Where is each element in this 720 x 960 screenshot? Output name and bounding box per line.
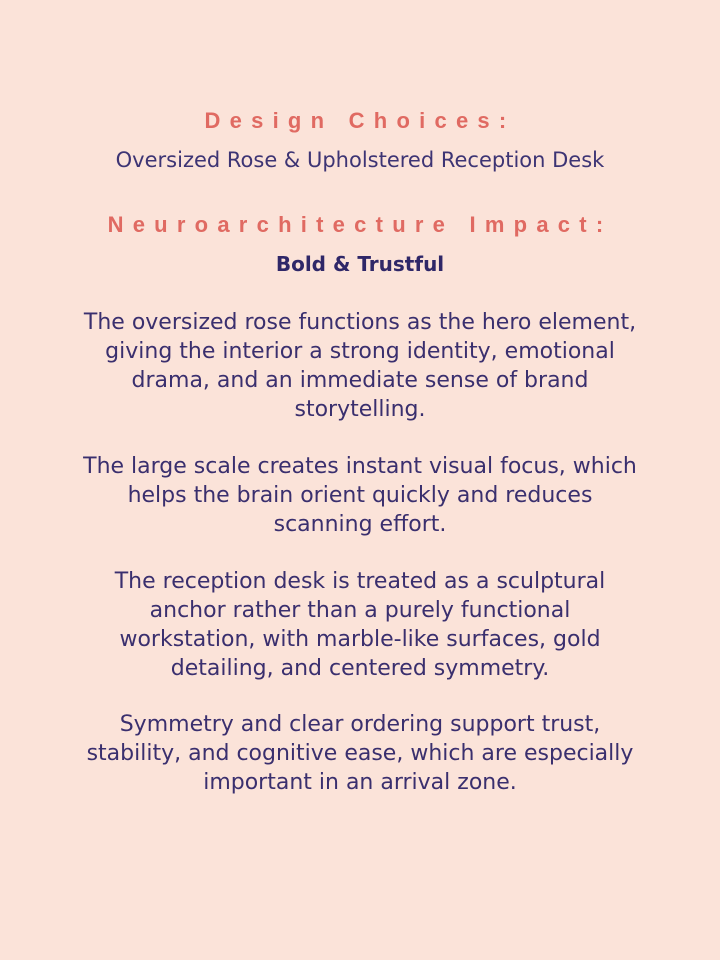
neuroarchitecture-impact-heading: Neuroarchitecture Impact: xyxy=(107,212,613,237)
paragraph-reception-desk: The reception desk is treated as a sculptural anchor rather than a purely functional workstation, with marble-like surfaces, gold detailing, and centered symmetry. xyxy=(114,569,606,681)
neuroarchitecture-impact-value: Bold & Trustful xyxy=(275,252,445,276)
paragraph-hero-element: The oversized rose functions as the hero element, giving the interior a strong identity, emotional drama, and an immediate sense of brand storytelling. xyxy=(83,310,637,422)
design-choices-value: Oversized Rose & Upholstered Reception Desk xyxy=(115,148,605,172)
paragraph-symmetry: Symmetry and clear ordering support trust, stability, and cognitive ease, which are especially important in an arrival zone. xyxy=(86,712,634,795)
paragraph-visual-focus: The large scale creates instant visual focus, which helps the brain orient quickly and reduces scanning effort. xyxy=(83,454,637,537)
design-choices-heading: Design Choices: xyxy=(204,108,516,133)
